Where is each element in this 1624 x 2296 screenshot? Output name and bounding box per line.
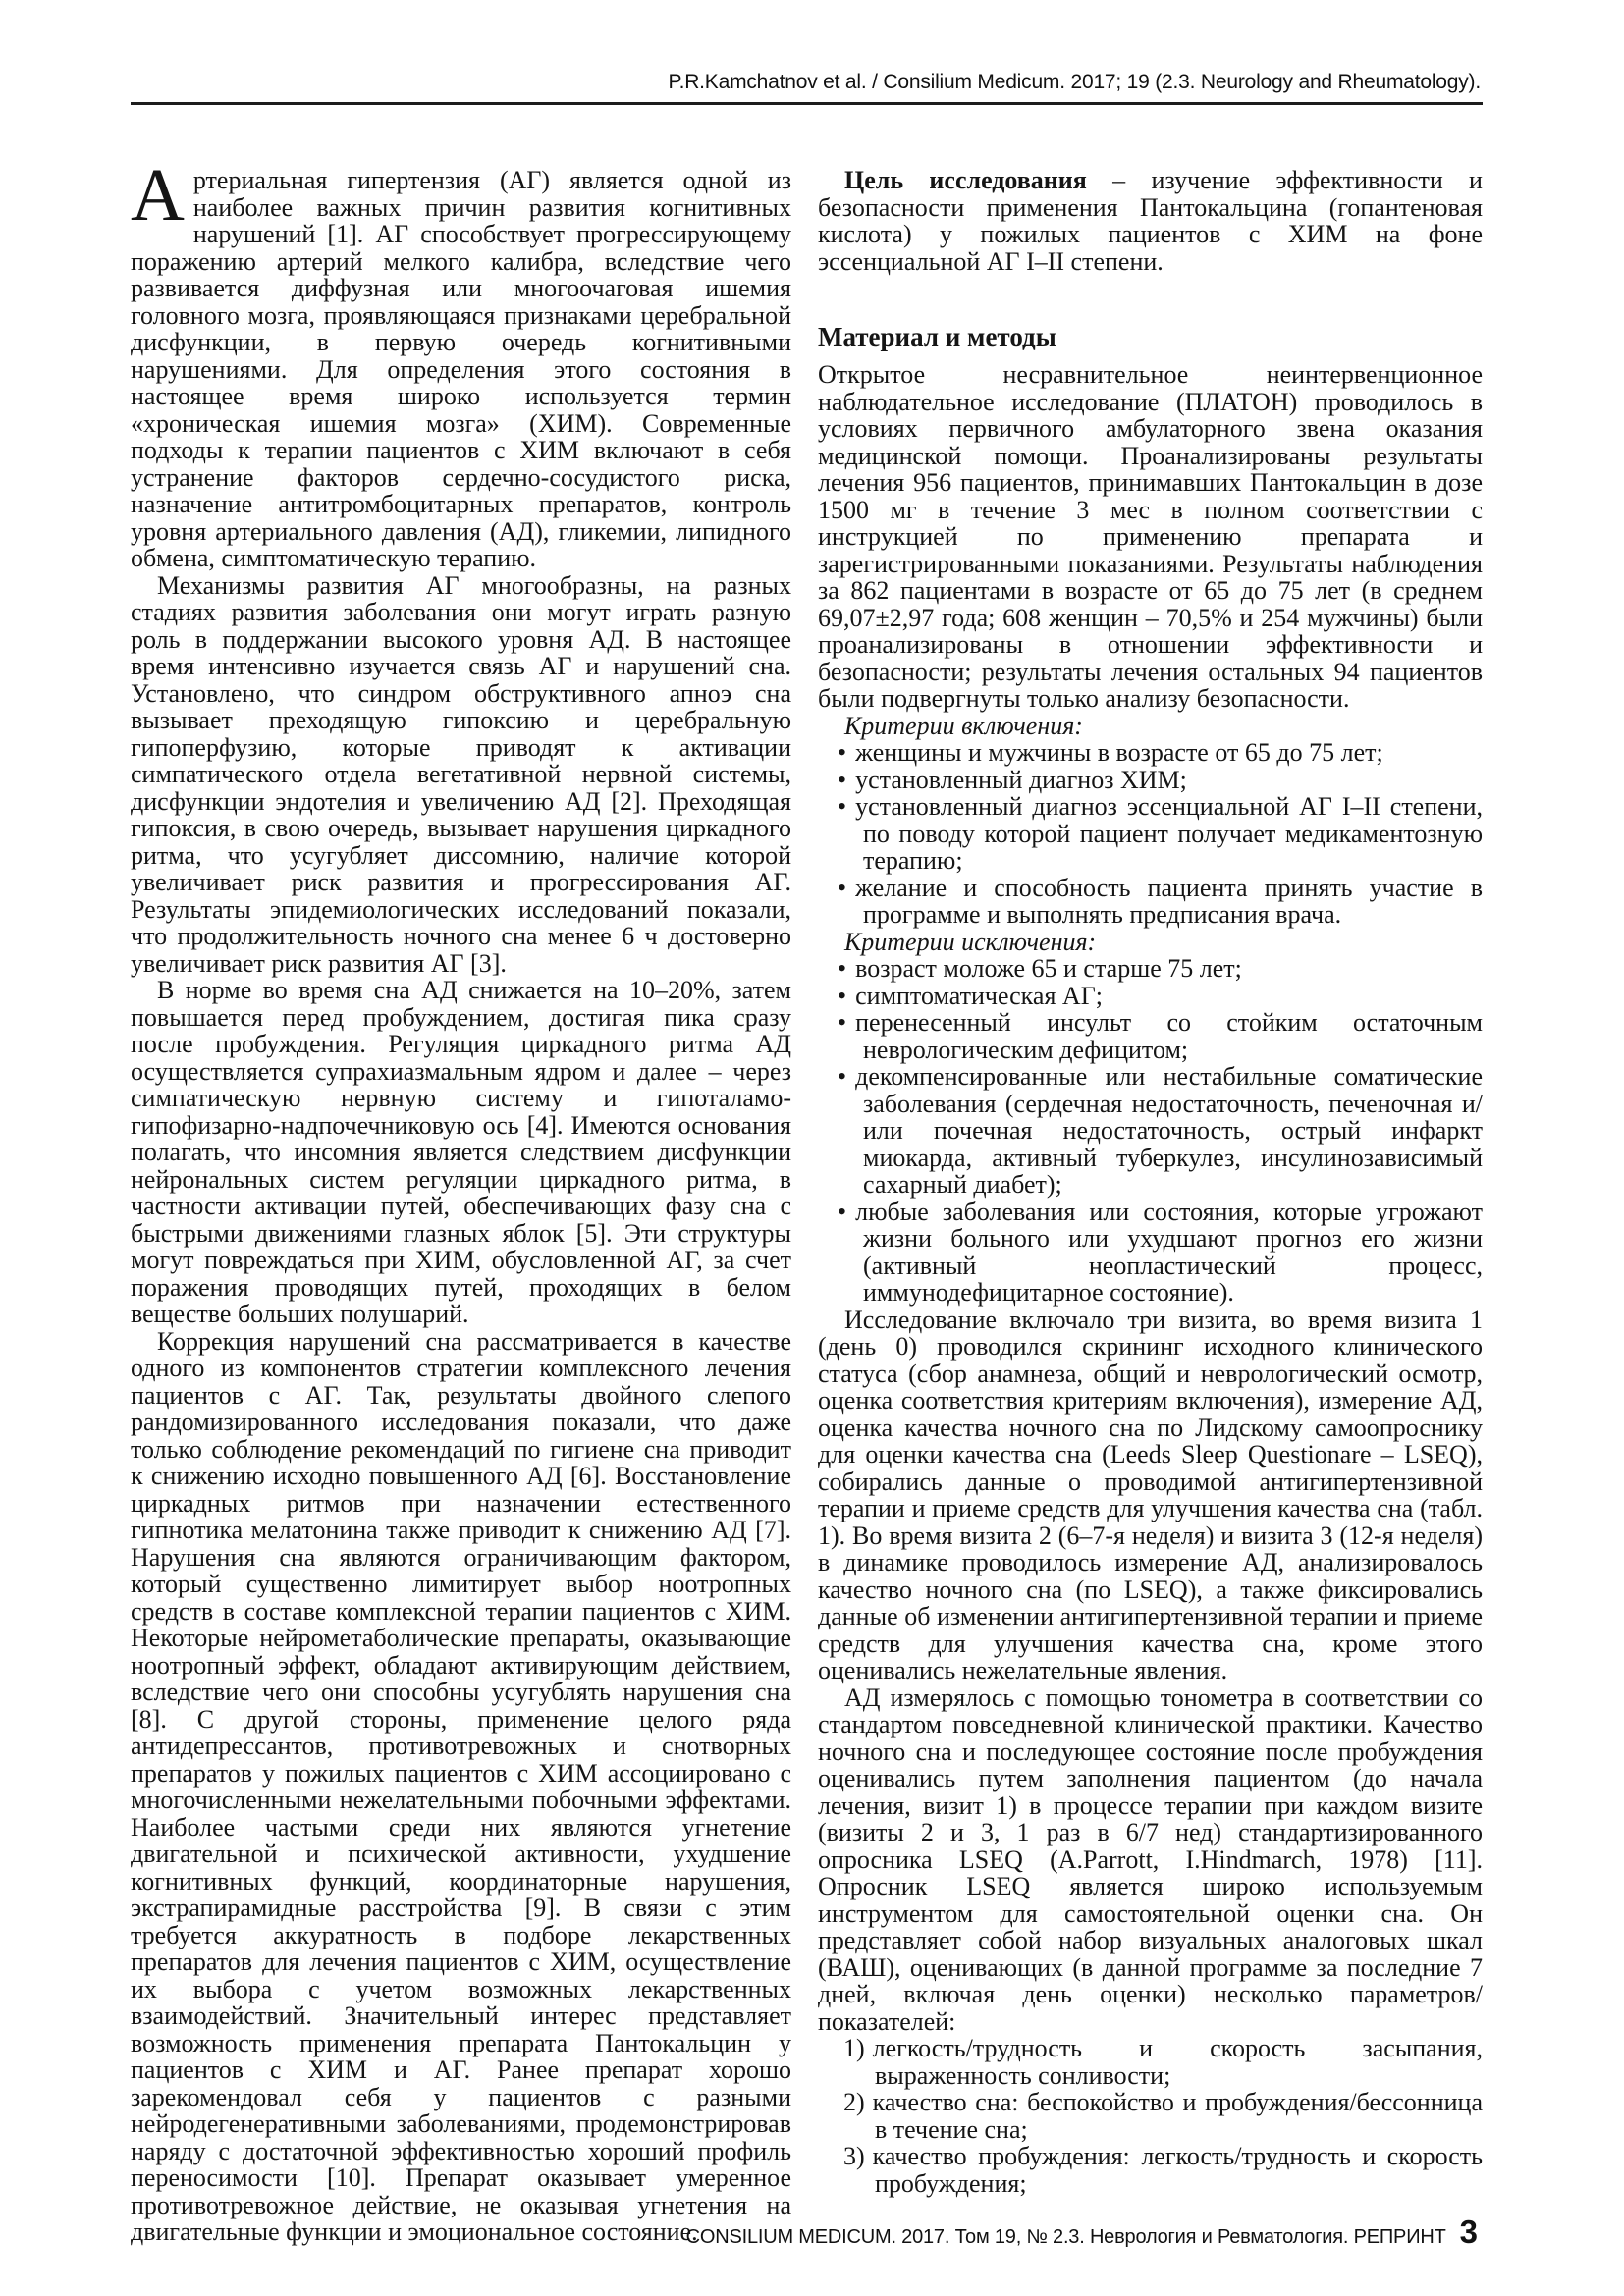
- header-rule: [131, 102, 1483, 105]
- numbered-item-text: качество пробуждения: легкость/трудность и скорость пробуждения;: [872, 2142, 1483, 2198]
- list-item-text: любые заболевания или состояния, которые угрожают жизни больного или ухудшают прогноз его жизни (активный неопластический процесс, иммунодефицитарное состояние).: [855, 1197, 1483, 1307]
- list-item-text: перенесенный инсульт со стойким остаточным неврологическим дефицитом;: [855, 1008, 1483, 1064]
- bullet-icon: •: [838, 954, 847, 983]
- list-item-text: женщины и мужчины в возрасте от 65 до 75 лет;: [855, 738, 1383, 767]
- bullet-icon: •: [838, 981, 847, 1010]
- article-body: [131, 154, 1486, 2246]
- bullet-icon: •: [838, 792, 847, 821]
- bullet-icon: •: [838, 1197, 847, 1226]
- aim-label: Цель исследования: [844, 166, 1087, 194]
- numbered-item: [818, 2035, 1483, 2089]
- intro-paragraph-text: ртериальная гипертензия (АГ) является одной из наиболее важных причин развития когнитивных нарушений [1]. АГ способствует прогрессирующему поражению артерий мелкого калибра, вследствие чего развивается диффузная или многоочаговая ишемия головного мозга, проявляющаяся признаками церебральной дисфункции, в первую очередь когнитивными нарушениями. Для определения этого состояния в настоящее время широко используется термин «хроническая ишемия мозга» (ХИМ). Современные подходы к терапии пациентов с ХИМ включают в себя устранение факторов сердечно-сосудистого риска, назначение антитромбоцитарных препаратов, контроль уровня артериального давления (АД), гликемии, липидного обмена, симптоматическую терапию.: [131, 166, 791, 572]
- list-item: [818, 1009, 1483, 1063]
- list-item-text: установленный диагноз ХИМ;: [855, 765, 1187, 794]
- methods-paragraph-3: АД измерялось с помощью тонометра в соответствии со стандартом повседневной клинической практики. Качество ночного сна и последующее состояние после пробуждения оценивались путем заполнения пациентом (до начала лечения, визит 1) в процессе терапии при каждом визите (визиты 2 и 3, 1 раз в 6/7 нед) стандартизированного опросника LSEQ (A.Parrott, I.Hindmarch, 1978) [11]. Опросник LSEQ является широко используемым инструментом для самостоятельной оценки сна. Он представляет собой набор визуальных аналоговых шкал (ВАШ), оценивающих (в данной программе за последние 7 дней, включая день оценки) несколько параметров/показателей:: [818, 1682, 1483, 2036]
- methods-paragraph-1: Открытое несравнительное неинтервенционное наблюдательное исследование (ПЛАТОН) проводилось в условиях первичного амбулаторного звена оказания медицинской помощи. Проанализированы результаты лечения 956 пациентов, принимавших Пантокальцин в дозе 1500 мг в течение 3 мес в полном соответствии с инструкцией по применению препарата и зарегистрированными показаниями. Результаты наблюдения за 862 пациентами в возрасте от 65 до 75 лет (в среднем 69,07±2,97 года; 608 женщин – 70,5% и 254 мужчины) были проанализированы в отношении эффективности и безопасности; результаты лечения остальных 94 пациентов были подвергнуты только анализу безопасности.: [818, 360, 1483, 713]
- column-right: [818, 167, 1483, 2246]
- numbered-item-text: качество сна: беспокойство и пробуждения/бессонница в течение сна;: [872, 2088, 1483, 2144]
- numbered-item-text: легкость/трудность и скорость засыпания, выраженность сонливости;: [872, 2034, 1483, 2090]
- list-item: [818, 955, 1483, 983]
- list-item: [818, 1063, 1483, 1199]
- running-head-citation: P.R.Kamchatnov et al. / Consilium Medicum. 2017; 19 (2.3. Neurology and Rheumatology).: [668, 71, 1481, 93]
- section-heading-methods: Материал и методы: [818, 322, 1056, 351]
- list-item: [818, 793, 1483, 875]
- page-footer: [686, 2214, 1478, 2251]
- aim-paragraph: [818, 167, 1483, 275]
- numbered-item: [818, 2089, 1483, 2143]
- exclusion-criteria-label: Критерии исключения:: [844, 927, 1097, 956]
- methods-paragraph-2: Исследование включало три визита, во время визита 1 (день 0) проводился скрининг исходного клинического статуса (сбор анамнеза, общий и неврологический осмотр, оценка соответствия критериям включения), измерение АД, оценка качества ночного сна по Лидскому самоопроснику для оценки качества сна (Leeds Sleep Questionare – LSEQ), собирались данные о проводимой антигипертензивной терапии и приеме средств для улучшения качества сна (табл. 1). Во время визита 2 (6–7-я неделя) и визита 3 (12-я неделя) в динамике проводилось измерение АД, анализировалось качество ночного сна (по LSEQ), а также фиксировались данные об изменении антигипертензивной терапии и приеме средств для улучшения качества сна, кроме этого оценивались нежелательные явления.: [818, 1305, 1483, 1684]
- bullet-icon: •: [838, 873, 847, 902]
- item-number: 2): [843, 2088, 865, 2116]
- intro-paragraph: [131, 154, 791, 572]
- list-item-text: желание и способность пациента принять участие в программе и выполнять предписания врача.: [855, 873, 1483, 929]
- lseq-parameters-list: [818, 2035, 1483, 2197]
- numbered-item: [818, 2143, 1483, 2197]
- list-item-text: симптоматическая АГ;: [855, 981, 1103, 1010]
- paragraph-sleep-bp: В норме во время сна АД снижается на 10–20%, затем повышается перед пробуждением, достигая пика сразу после пробуждения. Регуляция циркадного ритма АД осуществляется супрахиазмальным ядром и далее – через симпатическую нервную систему и гипоталамо-гипофизарно-надпочечниковую ось [4]. Имеются основания полагать, что инсомния является следствием дисфункции нейрональных систем регуляции циркадного ритма, в частности активации путей, обеспечивающих фазу сна с быстрыми движениями глазных яблок [5]. Эти структуры могут повреждаться при ХИМ, обусловленной АГ, за счет поражения проводящих путей, проходящих в белом веществе больших полушарий.: [131, 976, 791, 1328]
- footer-journal-line: CONSILIUM MEDICUM. 2017. Том 19, № 2.3. Неврология и Ревматология. РЕПРИНТ: [685, 2226, 1446, 2248]
- inclusion-criteria-list: [818, 739, 1483, 929]
- list-item: [818, 739, 1483, 767]
- list-item-text: декомпенсированные или нестабильные соматические заболевания (сердечная недостаточность, печеночная и/или почечная недостаточность, острый инфаркт миокарда, активный туберкулез, инсулинозависимый сахарный диабет);: [855, 1062, 1483, 1199]
- exclusion-criteria-list: [818, 955, 1483, 1307]
- list-item: [818, 767, 1483, 794]
- list-item-text: возраст моложе 65 и старше 75 лет;: [855, 954, 1242, 983]
- list-item-text: установленный диагноз эссенциальной АГ I–II степени, по поводу которой пациент получает медикаментозную терапию;: [855, 792, 1483, 875]
- paragraph-sleep-correction: Коррекция нарушений сна рассматривается в качестве одного из компонентов стратегии комплексного лечения пациентов с АГ. Так, результаты двойного слепого рандомизированного исследования показали, что даже только соблюдение рекомендаций по гигиене сна приводит к снижению исходно повышенного АД [6]. Восстановление циркадных ритмов при назначении естественного гипнотика мелатонина также приводит к снижению АД [7]. Нарушения сна являются ограничивающим фактором, который существенно лимитирует выбор ноотропных средств в составе комплексной терапии пациентов с ХИМ. Некоторые нейрометаболические препараты, оказывающие ноотропный эффект, обладают активирующим действием, вследствие чего они способны усугублять нарушения сна [8]. С другой стороны, применение целого ряда антидепрессантов, противотревожных и снотворных препаратов у пожилых пациентов с ХИМ ассоциировано с многочисленными нежелательными побочными эффектами. Наиболее частыми среди них являются угнетение двигательной и психической активности, ухудшение когнитивных функций, координаторные нарушения, экстрапирамидные расстройства [9]. В связи с этим требуется аккуратность в подборе лекарственных препаратов для лечения пациентов с ХИМ, осуществление их выбора с учетом возможных лекарственных взаимодействий. Значительный интерес представляет возможность применения препарата Пантокальцин у пациентов с ХИМ и АГ. Ранее препарат хорошо зарекомендовал себя у пациентов с разными нейродегенеративными заболеваниями, продемонстрировав наряду с достаточной эффективностью хороший профиль переносимости [10]. Препарат оказывает умеренное противотревожное действие, не оказывая угнетения на двигательные функции и эмоциональное состояние.: [131, 1326, 791, 2246]
- item-number: 1): [843, 2034, 865, 2062]
- footer-page-number: 3: [1459, 2214, 1478, 2250]
- paragraph-mechanisms: Механизмы развития АГ многообразны, на разных стадиях развития заболевания они могут играть разную роль в поддержании высокого уровня АД. В настоящее время интенсивно изучается связь АГ и нарушений сна. Установлено, что синдром обструктивного апноэ сна вызывает преходящую гипоксию и церебральную гипоперфузию, которые приводят к активации симпатического отдела вегетативной нервной системы, дисфункции эндотелия и увеличению АД [2]. Преходящая гипоксия, в свою очередь, вызывает нарушения циркадного ритма, что усугубляет диссомнию, наличие которой увеличивает риск развития и прогрессирования АГ. Результаты эпидемиологических исследований показали, что продолжительность ночного сна менее 6 ч достоверно увеличивает риск развития АГ [3].: [131, 570, 791, 978]
- bullet-icon: •: [838, 1008, 847, 1037]
- list-item: [818, 875, 1483, 929]
- inclusion-criteria-label: Критерии включения:: [844, 711, 1083, 740]
- bullet-icon: •: [838, 765, 847, 794]
- bullet-icon: •: [838, 738, 847, 767]
- drop-cap: А: [131, 154, 185, 237]
- list-item: [818, 1199, 1483, 1307]
- column-left: [131, 154, 791, 2246]
- item-number: 3): [843, 2142, 865, 2170]
- aim-text: – изучение эффективности и безопасности применения Пантокальцина (гопантеновая кислота) у пожилых пациентов с ХИМ на фоне эссенциальной АГ I–II степени.: [818, 166, 1483, 276]
- bullet-icon: •: [838, 1062, 847, 1091]
- list-item: [818, 983, 1483, 1010]
